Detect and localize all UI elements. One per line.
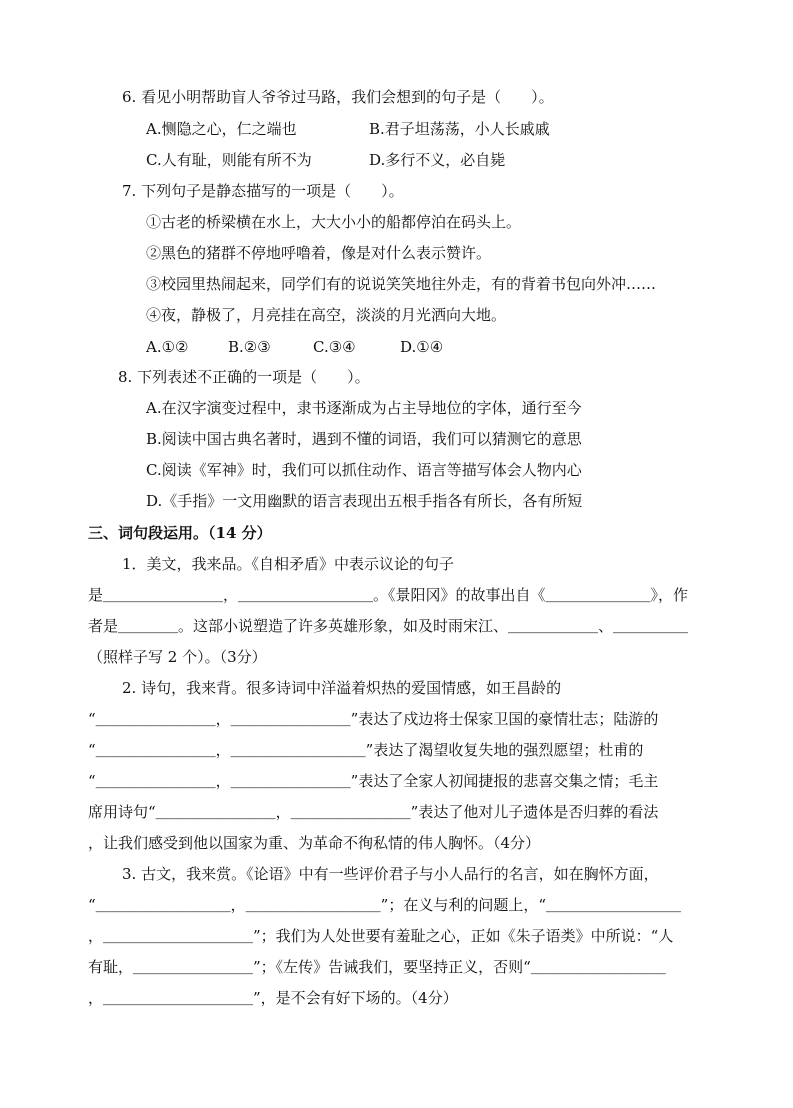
- question-7-sentence-4: ④夜，静极了，月亮挂在高空，淡淡的月光洒向大地。: [146, 306, 507, 324]
- question-7-option-a: A.①②: [146, 338, 189, 356]
- section-3-p2-line-2: “＿＿＿＿＿＿＿＿，＿＿＿＿＿＿＿＿”表达了戍边将士保家卫国的豪情壮志；陆游的: [88, 710, 659, 728]
- section-3-p1-line-3: 者是＿＿＿＿。这部小说塑造了许多英雄形象，如及时雨宋江、＿＿＿＿＿＿、＿＿＿＿＿: [88, 617, 689, 635]
- section-3-p3-line-1: 3. 古文，我来赏。《论语》中有一些评价君子与小人品行的名言，如在胸怀方面，: [122, 865, 659, 883]
- question-8-option-c: C.阅读《军神》时，我们可以抓住动作、语言等描写体会人物内心: [146, 461, 582, 479]
- question-7-sentence-3: ③校园里热闹起来，同学们有的说说笑笑地往外走，有的背着书包向外冲……: [146, 275, 657, 293]
- section-3-p1-line-1: 1．美文，我来品。《自相矛盾》中表示议论的句子: [122, 555, 455, 573]
- question-6-option-c: C.人有耻，则能有所不为: [146, 151, 312, 169]
- question-8-stem: 8. 下列表述不正确的一项是（ ）。: [118, 368, 370, 386]
- question-8-option-a: A.在汉字演变过程中，隶书逐渐成为占主导地位的字体，通行至今: [146, 399, 582, 417]
- section-3-heading: 三、词句段运用。（14 分）: [88, 524, 272, 542]
- question-8-option-b: B.阅读中国古典名著时，遇到不懂的词语，我们可以猜测它的意思: [146, 430, 582, 448]
- question-6-option-b: B.君子坦荡荡，小人长戚戚: [369, 120, 550, 138]
- question-7-option-b: B.②③: [228, 338, 271, 356]
- question-6-stem: 6. 看见小明帮助盲人爷爷过马路，我们会想到的句子是（ ）。: [122, 88, 554, 106]
- section-3-p1-line-4: （照样子写 2 个）。（3分）: [88, 648, 267, 666]
- section-3-p2-line-1: 2. 诗句，我来背。很多诗词中洋溢着炽热的爱国情感，如王昌龄的: [122, 679, 562, 697]
- question-7-sentence-1: ①古老的桥梁横在水上，大大小小的船都停泊在码头上。: [146, 213, 522, 231]
- question-7-option-c: C.③④: [313, 338, 356, 356]
- question-7-stem: 7. 下列句子是静态描写的一项是（ ）。: [122, 182, 404, 200]
- question-8-option-d: D.《手指》一文用幽默的语言表现出五根手指各有所长，各有所短: [146, 492, 583, 510]
- section-3-p3-line-5: ，＿＿＿＿＿＿＿＿＿＿”，是不会有好下场的。（4分）: [88, 989, 458, 1007]
- section-3-p2-line-6: ，让我们感受到他以国家为重、为革命不徇私情的伟人胸怀。（4分）: [88, 834, 541, 852]
- question-7-option-d: D.①④: [400, 338, 444, 356]
- question-6-option-a: A.恻隐之心，仁之端也: [146, 120, 297, 138]
- section-3-p3-line-3: ，＿＿＿＿＿＿＿＿＿＿”；我们为人处世要有羞耻之心，正如《朱子语类》中所说：“人: [88, 927, 674, 945]
- section-3-p1-line-2: 是＿＿＿＿＿＿＿＿，＿＿＿＿＿＿＿＿＿。《景阳冈》的故事出自《＿＿＿＿＿＿＿》，作: [88, 586, 689, 604]
- question-7-sentence-2: ②黑色的猪群不停地呼噜着，像是对什么表示赞许。: [146, 244, 492, 262]
- section-3-p2-line-4: “＿＿＿＿＿＿＿＿，＿＿＿＿＿＿＿＿”表达了全家人初闻捷报的悲喜交集之情；毛主: [88, 772, 659, 790]
- section-3-p3-line-4: 有耻，＿＿＿＿＿＿＿＿”；《左传》告诫我们，要坚持正义，否则“＿＿＿＿＿＿＿＿＿: [88, 958, 666, 976]
- question-6-option-d: D.多行不义，必自毙: [369, 151, 506, 169]
- section-3-p3-line-2: “＿＿＿＿＿＿＿＿＿，＿＿＿＿＿＿＿＿＿”；在义与利的问题上，“＿＿＿＿＿＿＿＿＿: [88, 896, 682, 914]
- section-3-p2-line-5: 席用诗句“＿＿＿＿＿＿＿＿，＿＿＿＿＿＿＿＿”表达了他对儿子遗体是否归葬的看法: [88, 803, 659, 821]
- section-3-p2-line-3: “＿＿＿＿＿＿＿＿，＿＿＿＿＿＿＿＿＿”表达了渴望收复失地的强烈愿望；杜甫的: [88, 741, 644, 759]
